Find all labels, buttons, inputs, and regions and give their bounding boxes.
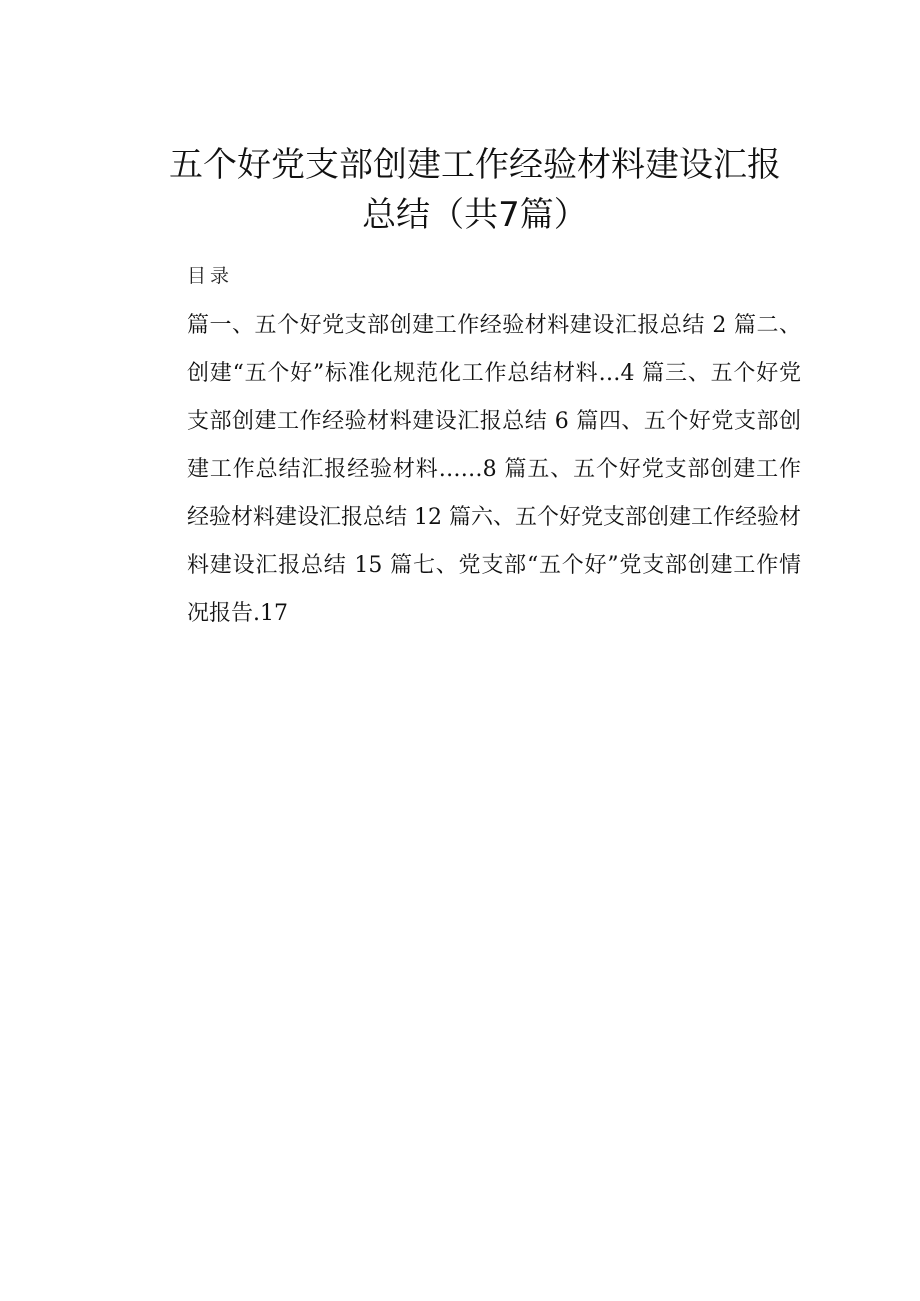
document-title: [150, 140, 800, 240]
toc-entry-3: 篇三、五个好党支部创建工作经验材料建设汇报总结 6: [187, 361, 801, 434]
toc-entry-2: 篇二、创建“五个好”标准化规范化工作总结材料…4: [187, 313, 801, 386]
toc-entry-5: 篇五、五个好党支部创建工作经验材料建设汇报总结 12: [187, 457, 801, 530]
table-of-contents: [187, 302, 801, 638]
toc-heading: 目录: [187, 265, 234, 287]
document-title-line-2: 总结（共7篇）: [362, 195, 588, 235]
toc-entry-4: 篇四、五个好党支部创建工作总结汇报经验材料……8: [187, 409, 801, 482]
toc-entry-1: 篇一、五个好党支部创建工作经验材料建设汇报总结 2: [187, 313, 734, 338]
document-title-line-1: 五个好党支部创建工作经验材料建设汇报: [169, 145, 781, 185]
toc-entry-7: 篇七、党支部“五个好”党支部创建工作情况报告.17: [187, 553, 801, 626]
toc-entry-6: 篇六、五个好党支部创建工作经验材料建设汇报总结 15: [187, 505, 801, 578]
